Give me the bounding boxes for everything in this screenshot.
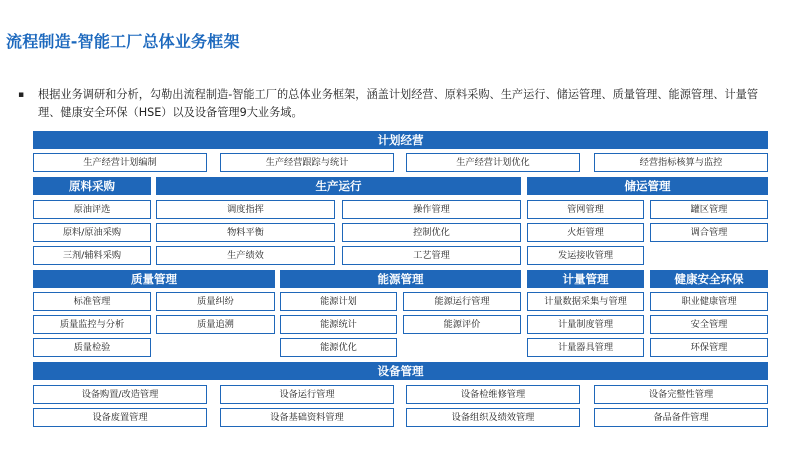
energy-item-5: 能源优化: [280, 338, 397, 357]
quality-item-1: 标准管理: [33, 292, 151, 311]
intro-text: 根据业务调研和分析，勾勒出流程制造-智能工厂的总体业务框架，涵盖计划经营、原料采购、生产运行、储运管理、质量管理、能源管理、计量管理、健康安全环保（HSE）以及设备管理9大业务域。: [38, 88, 759, 119]
prod-item-3: 物料平衡: [156, 223, 335, 242]
intro-paragraph: [18, 86, 778, 122]
measure-item-1: 计量数据采集与管理: [527, 292, 644, 311]
prod-item-4: 控制优化: [342, 223, 521, 242]
measure-item-2: 计量制度管理: [527, 315, 644, 334]
store-item-2: 罐区管理: [650, 200, 768, 219]
equip-item-3: 设备检维修管理: [406, 385, 580, 404]
domain-header-measure: 计量管理: [527, 270, 644, 288]
page-title: 流程制造-智能工厂总体业务框架: [6, 32, 240, 51]
store-item-5: 发运接收管理: [527, 246, 644, 265]
raw-item-1: 原油评选: [33, 200, 151, 219]
bullet-icon: ▪: [18, 90, 25, 100]
raw-item-2: 原料/原油采购: [33, 223, 151, 242]
domain-header-equip: 设备管理: [33, 362, 768, 380]
domain-header-prod: 生产运行: [156, 177, 521, 195]
energy-item-3: 能源统计: [280, 315, 397, 334]
prod-item-5: 生产绩效: [156, 246, 335, 265]
energy-item-4: 能源评价: [403, 315, 521, 334]
equip-item-8: 备品备件管理: [594, 408, 768, 427]
hse-item-1: 职业健康管理: [650, 292, 768, 311]
domain-header-plan: 计划经营: [33, 131, 768, 149]
equip-item-6: 设备基础资料管理: [220, 408, 394, 427]
measure-item-3: 计量器具管理: [527, 338, 644, 357]
plan-item-2: 生产经营跟踪与统计: [220, 153, 394, 172]
domain-header-raw: 原料采购: [33, 177, 151, 195]
equip-item-1: 设备购置/改造管理: [33, 385, 207, 404]
plan-item-3: 生产经营计划优化: [406, 153, 580, 172]
quality-item-3: 质量监控与分析: [33, 315, 151, 334]
energy-item-1: 能源计划: [280, 292, 397, 311]
equip-item-5: 设备废置管理: [33, 408, 207, 427]
store-item-1: 管网管理: [527, 200, 644, 219]
equip-item-7: 设备组织及绩效管理: [406, 408, 580, 427]
quality-item-5: 质量检验: [33, 338, 151, 357]
plan-item-4: 经营指标核算与监控: [594, 153, 768, 172]
store-item-3: 火炬管理: [527, 223, 644, 242]
hse-item-2: 安全管理: [650, 315, 768, 334]
domain-header-hse: 健康安全环保: [650, 270, 768, 288]
equip-item-2: 设备运行管理: [220, 385, 394, 404]
quality-item-4: 质量追溯: [156, 315, 275, 334]
energy-item-2: 能源运行管理: [403, 292, 521, 311]
domain-header-energy: 能源管理: [280, 270, 521, 288]
quality-item-2: 质量纠纷: [156, 292, 275, 311]
store-item-4: 调合管理: [650, 223, 768, 242]
domain-header-quality: 质量管理: [33, 270, 275, 288]
prod-item-2: 操作管理: [342, 200, 521, 219]
equip-item-4: 设备完整性管理: [594, 385, 768, 404]
prod-item-6: 工艺管理: [342, 246, 521, 265]
plan-item-1: 生产经营计划编制: [33, 153, 207, 172]
prod-item-1: 调度指挥: [156, 200, 335, 219]
raw-item-3: 三剂/辅料采购: [33, 246, 151, 265]
hse-item-3: 环保管理: [650, 338, 768, 357]
domain-header-store: 储运管理: [527, 177, 768, 195]
